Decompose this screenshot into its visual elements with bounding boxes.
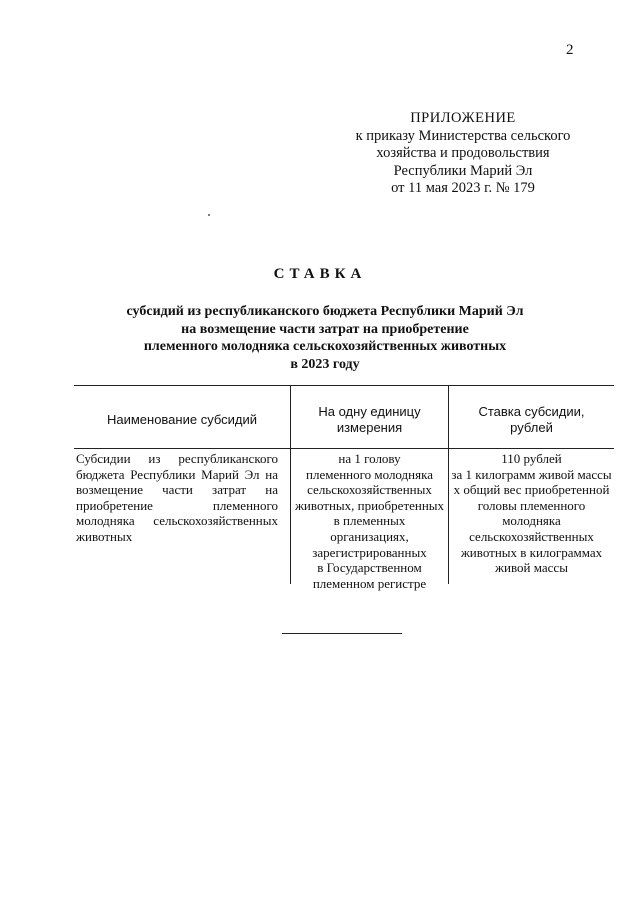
cell-line: организациях, <box>330 528 409 544</box>
cell-line: на 1 голову <box>338 451 401 466</box>
cell-line: животных в килограммах <box>460 544 603 560</box>
cell-line: х общий вес приобретенной <box>453 482 610 498</box>
cell-line: за 1 килограмм живой массы <box>451 466 612 482</box>
cell-line: 110 рублей <box>501 451 562 466</box>
table-header-rate <box>449 404 614 436</box>
header-text: Наименование субсидий <box>106 412 258 427</box>
cell-line: племенном регистре <box>312 575 427 591</box>
table-cell-rate <box>449 451 614 576</box>
table-header-border <box>74 448 614 449</box>
header-text: рублей <box>510 420 553 435</box>
appendix-line: хозяйства и продовольствия <box>376 145 550 161</box>
cell-line: животных, приобретенных <box>294 497 445 513</box>
appendix-block <box>338 110 588 198</box>
subtitle-line: субсидий из республиканского бюджета Республики Марий Эл <box>126 304 524 319</box>
appendix-order-date: от 11 мая 2023 г. № 179 <box>391 180 535 196</box>
cell-line: зарегистрированных <box>312 544 427 560</box>
table-header-unit <box>291 404 448 436</box>
table-cell-unit <box>291 451 448 591</box>
cell-line: сельскохозяйственных <box>469 528 594 544</box>
subtitle-line: на возмещение части затрат на приобретение <box>181 321 469 337</box>
table-header-name <box>74 412 290 428</box>
cell-line: молодняка <box>502 513 561 529</box>
cell-line: в племенных <box>333 513 406 529</box>
header-text: На одну единицу <box>318 404 421 419</box>
table-cell-subsidy-name: Субсидии из республиканского бюджета Республики Марий Эл на возмещение части затрат на приобретение племенного молодняка сельскохозяйственных животных <box>76 451 278 544</box>
table-top-border <box>74 385 614 386</box>
subtitle-line: племенного молодняка сельскохозяйственных животных <box>143 339 507 354</box>
scan-speck <box>208 214 210 216</box>
document-title: СТАВКА <box>273 266 367 282</box>
header-text: Ставка субсидии, <box>478 404 585 419</box>
appendix-line: к приказу Министерства сельского <box>355 127 571 144</box>
subtitle-line: в 2023 году <box>290 356 360 372</box>
cell-line: живой массы <box>495 560 568 576</box>
header-text: измерения <box>336 420 403 435</box>
cell-line: племенного молодняка <box>306 466 433 482</box>
cell-line: в Государственном <box>317 560 422 576</box>
document-end-rule <box>282 633 402 634</box>
appendix-title: ПРИЛОЖЕНИЕ <box>410 110 516 126</box>
page-number: 2 <box>566 42 574 58</box>
cell-line: головы племенного <box>477 497 586 513</box>
cell-line: сельскохозяйственных <box>307 482 432 498</box>
appendix-line: Республики Марий Эл <box>393 162 533 179</box>
document-subtitle <box>80 303 570 373</box>
